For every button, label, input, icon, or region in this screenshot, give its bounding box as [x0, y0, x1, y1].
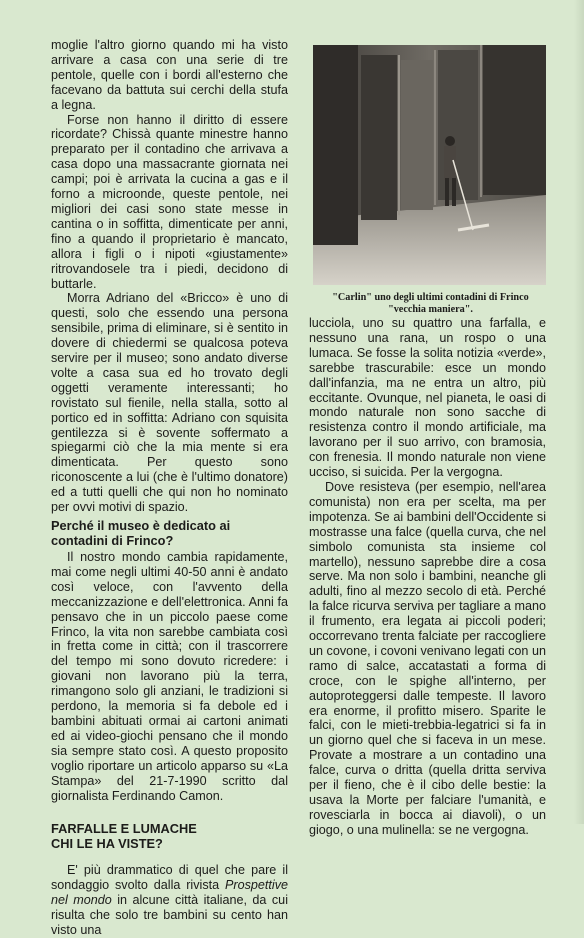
paragraph-text: in alcune città italiane, da cui risulta che solo tre bambini su cento han visto una — [51, 893, 288, 938]
left-text-column — [51, 38, 288, 938]
paragraph: Morra Adriano del «Bricco» è uno di questi, solo che essendo una persona sensibile, prima di eliminare, si è sentito in dovere di chiedermi se qualcosa poteva servire per il museo; sono andato diverse volte a casa sua ed ho trovato degli oggetti veramente interessanti; ho rovistato sul fienile, nella stalla, sotto al portico ed in soffitta: Adriano con squisita gentilezza si è sovente soffermato a spiegarmi ciò che la mia mente si era dimenticata. Per questo sono riconoscente a lui (che è l'ultimo donatore) ed a tutti quelli che qui non ho nominato per ovvi motivi di spazio. — [51, 291, 288, 515]
paragraph: Forse non hanno il diritto di essere ricordate? Chissà quante minestre hanno preparato per il contadino che arrivava a casa dopo una massacrante giornata nei campi; poi è arrivata la cucina a gas e il forno a microonde, queste pentole, nei migliori dei casi sono state messe in cantina o in soffitta, dimenticate per anni, fino a quando il proprietario è mancato, allora i figli o i nipoti «giustamente» ritrovandosele tra i piedi, decidono di buttarle. — [51, 112, 288, 291]
photo-caption: "Carlin" uno degli ultimi contadini di Frinco "vecchia maniera". — [332, 292, 529, 315]
article-heading-line2: CHI LE HA VISTE? — [51, 836, 163, 852]
article-heading — [51, 821, 288, 851]
farmer-photo — [313, 45, 546, 285]
farmer-photo-illustration — [313, 45, 546, 285]
paragraph: lucciola, uno su quattro una farfalla, e nessuno una rana, un rospo o una lumaca. Se fosse la solita notizia «verde», sarebbe trascurabile: esce un mondo dall'infanzia, ma ne entra un altro, più eccitante. Ovunque, nel pianeta, le oasi di mondo naturale non sono sacche di resistenza contro il mondo artificiale, ma lavorano per il suo arrivo, con bramosia, con frenesia. Il mondo naturale non viene ucciso, si suicida. Per la vergogna. — [309, 316, 546, 480]
page-edge — [574, 0, 584, 824]
paragraph: Il nostro mondo cambia rapidamente, mai come negli ultimi 40-50 anni è andato così veloce, con l'avvento della meccanizzazione e dell'elettronica. Anni fa pensavo che in un piccolo paese come Frinco, la vita non sarebbe cambiata così in fretta come in città; con il trascorrere del tempo mi sono dovuto ricredere: i giovani non lavorano più la terra, rimangono solo gli anziani, le tradizioni si perdono, la memoria si fa debole ed i bambini abituati ormai ai cartoni animati ed ai video-giochi pensano che il mondo sia sempre stato così. A questo proposito voglio riportare un articolo apparso su «La Stampa» del 21-7-1990 scritto dal giornalista Ferdinando Camon. — [51, 550, 288, 803]
right-text-column — [309, 316, 546, 838]
paragraph-text: E' più drammatico di quel che pare il sondaggio svolto dalla rivista — [51, 863, 288, 893]
magazine-title: Prospettive nel mondo — [51, 878, 288, 908]
section-heading: Perché il museo è dedicato ai contadini di Frinco? — [51, 518, 231, 548]
paragraph: Dove resisteva (per esempio, nell'area comunista) non era per scelta, ma per impotenza. Se ai bambini dell'Occidente si mostrasse una falce (quella curva, che nel simbolo comunista sta insieme col martello), nessuno saprebbe dire a cosa serve. Ma non solo i bambini, neanche gli adulti, fino al mezzo secolo di età. Perché la falce ricurva serviva per tagliare a mano il frumento, era legata ai piccoli poderi; occorrevano trenta falciate per raccogliere un covone, i covoni venivano legati con un ramo di salce, accatastati a forma di croce, con le spighe all'interno, per autoproteggersi dalle tempeste. Il lavoro era enorme, il profitto misero. Sparite le falci, con le mieti-trebbia-legatrici si fa in un giorno quel che si faceva in un mese. Provate a mostrare a un contadino una falce, curva o dritta (quella dritta serviva per il fieno, che è il cibo delle bestie: la usava la Morte per falciare l'umanità, e rovesciarla in bocca ai diavoli), o un giogo, o una mulinella: se ne vergogna. — [309, 479, 546, 837]
paragraph: moglie l'altro giorno quando mi ha visto arrivare a casa con una serie di tre pentole, quelle con i bordi all'esterno che facevano da battuta sui cerchi della stufa a legna. — [51, 38, 288, 112]
article-heading-line1: FARFALLE E LUMACHE — [51, 821, 197, 837]
paragraph — [51, 863, 288, 938]
